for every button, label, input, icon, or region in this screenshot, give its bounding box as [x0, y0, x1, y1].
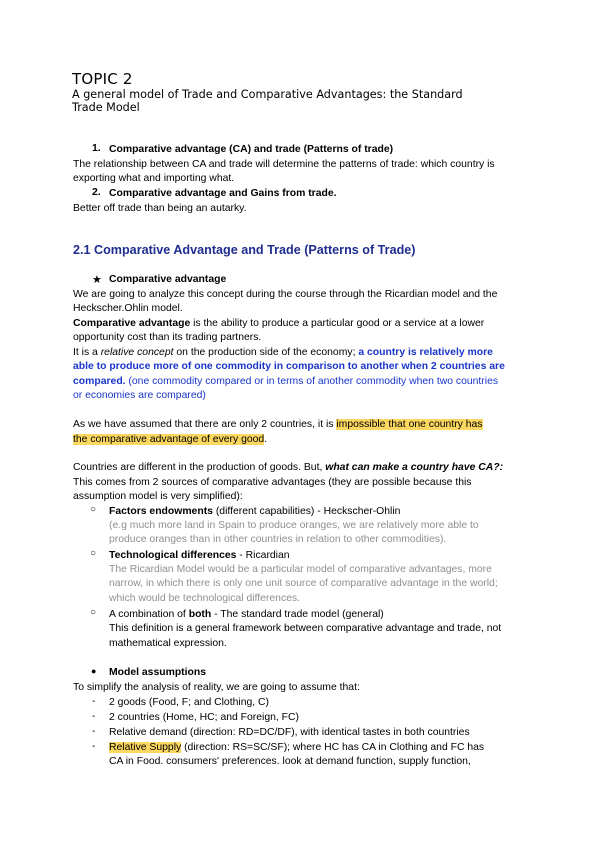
p2-line-1: [73, 317, 484, 331]
ca-title: Comparative advantage: [109, 274, 227, 285]
source-3-bold: both: [188, 609, 212, 620]
p2-bold-term: Comparative advantage: [73, 318, 191, 329]
dash-bullet-icon: -: [92, 696, 96, 707]
dash-bullet-icon: -: [92, 726, 96, 737]
p3-line-2: able to produce more of one commodity in comparison to another when 2 countries are: [73, 361, 505, 372]
p2-line-2: opportunity cost than its trading partners.: [73, 332, 262, 343]
p2-line-1-rest: is the ability to produce a particular good or a service at a lower: [190, 318, 485, 329]
assumption-4: [109, 741, 484, 755]
p4-period: .: [264, 434, 268, 445]
source-3-line-2: This definition is a general framework between comparative advantage and trade, not: [109, 623, 502, 634]
star-bullet-icon: ★: [92, 274, 102, 286]
p4-line-1: [73, 418, 483, 432]
circle-bullet-icon: ○: [90, 548, 97, 559]
assumption-4-rest: (direction: RS=SC/SF); where HC has CA in Clothing and FC has: [181, 742, 485, 753]
source-2-text-line-2: narrow, in which there is only one unit source of comparative advantage in the world;: [109, 578, 498, 589]
intro-item-2-title: Comparative advantage and Gains from trade.: [109, 188, 337, 199]
source-1-example-line-1: (e.g much more land in Spain to produce oranges, we are relatively more able to: [109, 520, 479, 531]
source-2-text-line-1: The Ricardian Model would be a particular model of comparative advantages, more: [109, 564, 492, 575]
p3-line-3: [73, 375, 498, 389]
assumption-2: 2 countries (Home, HC; and Foreign, FC): [109, 712, 299, 723]
intro-item-1-title: Comparative advantage (CA) and trade (Patterns of trade): [109, 144, 394, 155]
source-3: [109, 608, 384, 622]
p3-line-4: or economies are compared): [73, 390, 206, 401]
source-1-example-line-2: produce oranges than in other countries in relation to other commodities).: [109, 534, 447, 545]
p5-line-2: This comes from 2 sources of comparative advantages (they are possible because this: [73, 477, 472, 488]
source-1-rest: (different capabilities) - Heckscher-Ohlin: [212, 506, 401, 517]
dash-bullet-icon: -: [92, 741, 96, 752]
source-2-text-line-3: which would be technological differences.: [109, 593, 300, 604]
assumptions-title: Model assumptions: [109, 667, 206, 678]
subtitle-line-2: Trade Model: [72, 101, 140, 114]
p5-text-a: Countries are different in the production of goods. But,: [73, 462, 326, 473]
source-3-line-3: mathematical expression.: [109, 638, 227, 649]
subtitle-line-1: A general model of Trade and Comparative Advantages: the Standard: [72, 88, 463, 101]
p3-italic-term: relative concept: [100, 347, 174, 358]
circle-bullet-icon: ○: [90, 504, 97, 515]
p5-line-3: assumption model is very simplified):: [73, 491, 243, 502]
list-number-2: 2.: [92, 187, 101, 198]
p1-line-1: We are going to analyze this concept during the course through the Ricardian model and the: [73, 289, 498, 300]
intro-item-1-text-line-1: The relationship between CA and trade will determine the patterns of trade: which country is: [73, 159, 495, 170]
p4-highlight-2: the comparative advantage of every good: [73, 434, 265, 445]
p3-text-a: It is a: [73, 347, 101, 358]
dash-bullet-icon: -: [92, 711, 96, 722]
circle-bullet-icon: ○: [90, 607, 97, 618]
p4-text-a: As we have assumed that there are only 2 countries, it is: [73, 419, 337, 430]
p4-line-2: [73, 433, 267, 447]
p5-line-1: [73, 461, 503, 475]
p3-blue-text-3: compared.: [73, 376, 126, 387]
source-2: [109, 549, 290, 563]
p5-bold-italic-question: what can make a country have CA?:: [325, 462, 504, 473]
source-2-title: Technological differences: [109, 550, 237, 561]
intro-item-2-text: Better off trade than being an autarky.: [73, 203, 247, 214]
p3-blue-paren: (one commodity compared or in terms of another commodity when two countries: [125, 376, 499, 387]
intro-item-1-text-line-2: exporting what and importing what.: [73, 173, 235, 184]
p4-highlight-1: impossible that one country has: [336, 419, 483, 430]
assumption-3: Relative demand (direction: RD=DC/DF), with identical tastes in both countries: [109, 727, 470, 738]
source-1-title: Factors endowments: [109, 506, 213, 517]
dot-bullet-icon: ●: [91, 666, 97, 676]
topic-subtitle: [72, 88, 492, 114]
source-3-text-a: A combination of: [109, 609, 189, 620]
p1-line-2: Heckscher.Ohlin model.: [73, 303, 183, 314]
topic-title: TOPIC 2: [72, 70, 133, 88]
section-heading: 2.1 Comparative Advantage and Trade (Patterns of Trade): [73, 243, 416, 257]
assumptions-intro: To simplify the analysis of reality, we are going to assume that:: [73, 682, 360, 693]
list-number-1: 1.: [92, 143, 101, 154]
p3-blue-text-1: a country is relatively more: [358, 347, 493, 358]
p3-line-1: [73, 346, 493, 360]
assumption-1: 2 goods (Food, F; and Clothing, C): [109, 697, 269, 708]
p3-text-b: on the production side of the economy;: [173, 347, 359, 358]
source-2-rest: - Ricardian: [236, 550, 290, 561]
assumption-4-line-2: CA in Food. consumers' preferences. look at demand function, supply function,: [109, 756, 471, 767]
assumption-4-highlight: Relative Supply: [109, 742, 182, 753]
source-1: [109, 505, 400, 519]
source-3-rest: - The standard trade model (general): [211, 609, 384, 620]
